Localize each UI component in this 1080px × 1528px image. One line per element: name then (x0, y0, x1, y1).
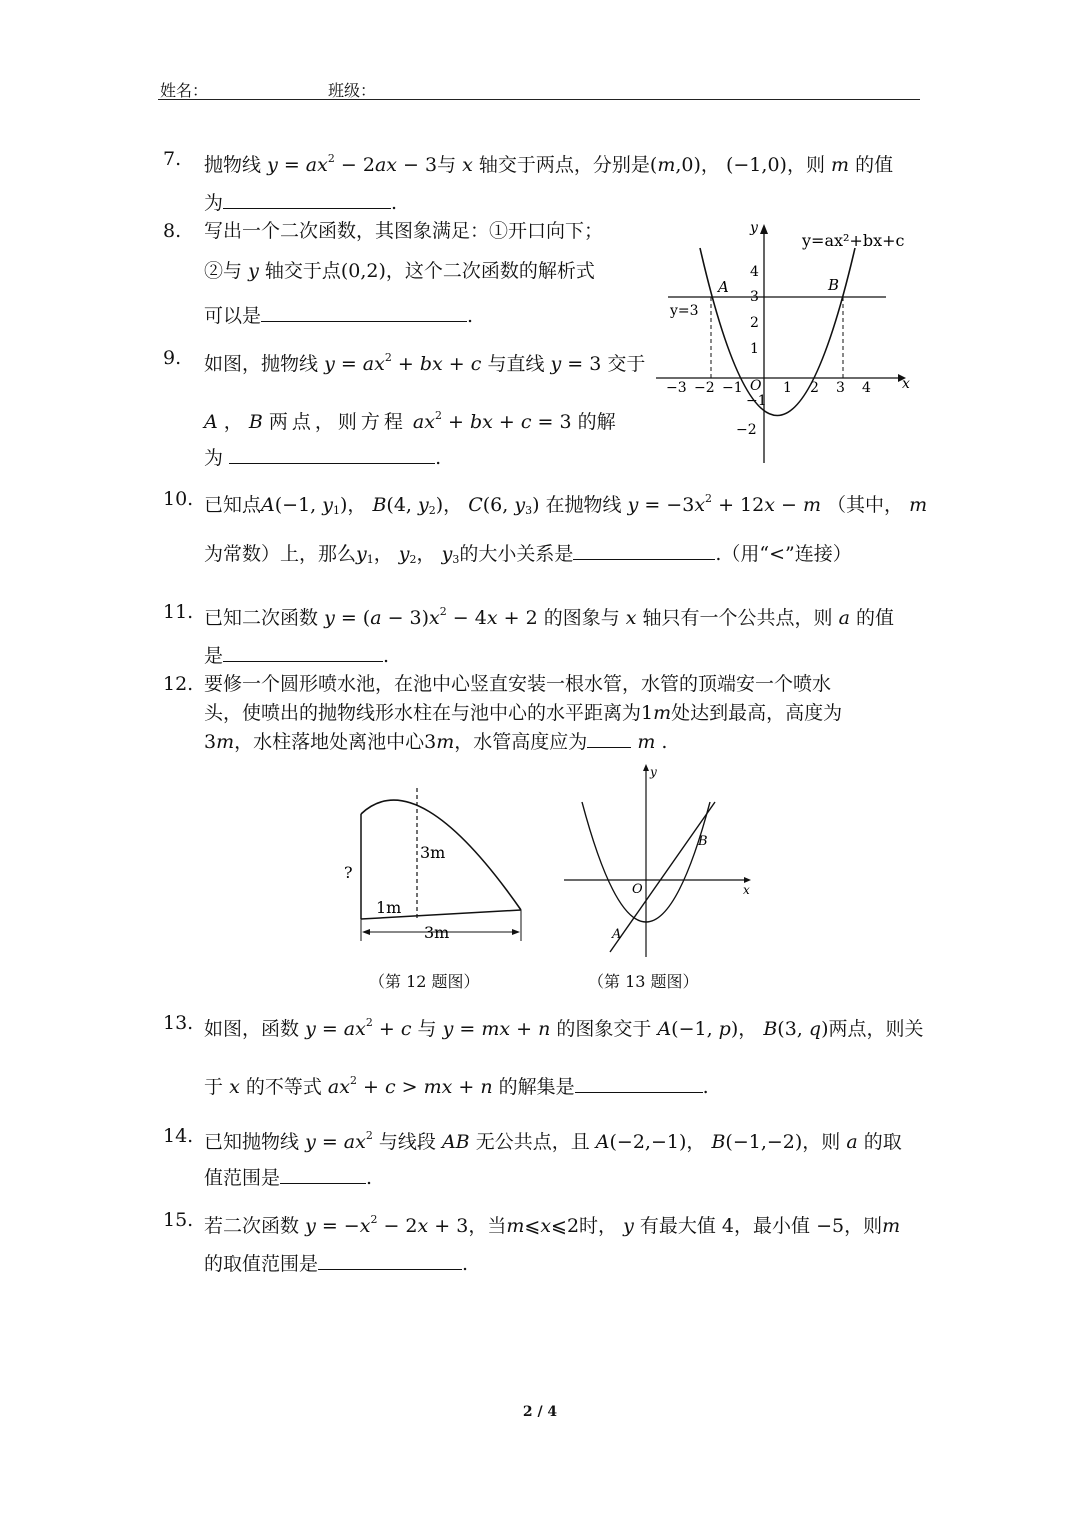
distance-label: 1m (376, 898, 402, 917)
q9-answer-blank[interactable] (229, 447, 435, 464)
y-tick-label: 3 (750, 289, 759, 305)
y-axis-arrow-icon (643, 764, 649, 771)
x-axis-label: x (902, 376, 910, 392)
q10-line2: 为常数）上，那么$y_1$， $y_2$， $y_3$的大小关系是 .（用“<”连接） (204, 543, 852, 566)
q7-line1: 抛物线 $y = ax^2 - 2ax - 3$与 x 轴交于两点，分别是(m,0)， (−1,0)，则 m 的值 (204, 152, 894, 176)
q8-answer-blank[interactable] (261, 305, 467, 322)
q13-answer-blank[interactable] (575, 1076, 703, 1093)
line-label: y=3 (670, 303, 699, 319)
x-tick-label: 3 (836, 380, 845, 396)
y-tick-label: 2 (750, 315, 759, 331)
x-axis-label: x (743, 883, 750, 897)
y-axis-label: y (650, 765, 657, 779)
x-tick-label: −3 (666, 380, 687, 396)
q13-line2: 于 x 的不等式 $ax^2 + c$ > mx + n 的解集是 . (204, 1074, 709, 1098)
header-rule (158, 99, 920, 100)
q12-line3: 3m，水柱落地处离池中心3m，水管高度应为 m . (204, 731, 668, 753)
point-b-label: B (698, 834, 708, 849)
q14-answer-blank[interactable] (280, 1167, 366, 1184)
q11-line2: 是 . (204, 645, 390, 667)
q8-line1: 写出一个二次函数，其图象满足：①开口向下； (204, 220, 604, 242)
q14-number: 14. (163, 1125, 194, 1147)
name-label: 姓名： (160, 81, 209, 100)
q8-line3: 可以是 . (204, 305, 474, 327)
q12-line1: 要修一个圆形喷水池，在池中心竖直安装一根水管，水管的顶端安一个喷水 (204, 673, 832, 695)
fig12-caption: （第 12 题图） (369, 972, 480, 991)
y-tick-label: −1 (746, 393, 767, 409)
y-axis-label: y (750, 220, 758, 236)
q11-line1: 已知二次函数 $y = (a - 3)x^2 - 4x + 2$ 的图象与 x 轴只有一个公共点，则 a 的值 (204, 605, 894, 629)
q7-line2: 为 . (204, 192, 398, 214)
point-a-label: A (612, 927, 622, 942)
q9-line1: 如图，抛物线 $y = ax^2$ + bx + c 与直线 y = 3 交于 (204, 351, 646, 375)
q12-answer-blank[interactable] (587, 731, 631, 748)
q12-fountain-figure (340, 776, 540, 946)
q8-number: 8. (163, 220, 182, 242)
x-tick-label: 1 (783, 380, 792, 396)
q14-line1: 已知抛物线 $y = ax^2$ 与线段 AB 无公共点，且 A(−2,−1)， B(−1,−2)，则 a 的取 (204, 1129, 902, 1153)
q7-number: 7. (163, 148, 182, 170)
q10-answer-blank[interactable] (573, 543, 715, 560)
x-tick-label: −2 (694, 380, 715, 396)
point-b-label: B (828, 276, 840, 294)
y-tick-label: 1 (750, 341, 759, 357)
y-tick-label: −2 (736, 422, 757, 438)
y-tick-label: 4 (750, 264, 759, 280)
q11-number: 11. (163, 601, 194, 623)
q15-answer-blank[interactable] (318, 1253, 462, 1270)
q15-line1: 若二次函数 $y = -x^2 - 2x + 3$，当m⩽x⩽2时， y 有最大值 4，最小值 −5，则m (204, 1213, 901, 1237)
q9-number: 9. (163, 347, 182, 369)
point-a-label: A (718, 278, 729, 296)
arrow-left-icon (362, 929, 370, 935)
q9-line3: 为 . (204, 447, 442, 469)
q9-parabola-figure (650, 218, 925, 470)
q11-answer-blank[interactable] (223, 645, 383, 662)
x-tick-label: −1 (722, 380, 743, 396)
x-tick-label: 2 (810, 380, 819, 396)
origin-label: O (632, 882, 643, 897)
q12-number: 12. (163, 673, 194, 695)
q15-number: 15. (163, 1209, 194, 1231)
width-label: 3m (424, 923, 450, 942)
curve-label: y=ax²+bx+c (802, 231, 905, 250)
q13-number: 13. (163, 1012, 194, 1034)
q10-number: 10. (163, 488, 194, 510)
x-tick-label: 4 (862, 380, 871, 396)
q13-graph-figure (560, 762, 760, 960)
unknown-label: ? (344, 863, 353, 882)
q13-line1: 如图，函数 $y = ax^2 + c$ 与 y = mx + n 的图象交于 A(−1, p)， B(3, q)两点，则关 (204, 1016, 924, 1040)
origin-label: O (750, 378, 762, 394)
q10-line1: 已知点A(−1, $y_1$)， B(4, $y_2$)， C(6, $y_3$) 在抛物线 $y = -3x^2 + 12x - m$ （其中， m (204, 492, 928, 517)
q8-line2: ②与 y 轴交于点(0,2)，这个二次函数的解析式 (204, 260, 595, 282)
arrow-right-icon (512, 929, 520, 935)
straight-line (610, 802, 715, 952)
page-number: 2 / 4 (522, 1404, 558, 1420)
q7-answer-blank[interactable] (223, 192, 391, 209)
q9-line2: A ， B 两点，则方程 $ax^2$ + bx + c = 3 的解 (204, 409, 616, 433)
q14-line2: 值范围是 . (204, 1167, 373, 1189)
q15-line2: 的取值范围是 . (204, 1253, 469, 1275)
q12-line2: 头，使喷出的抛物线形水柱在与池中心的水平距离为1m处达到最高，高度为 (204, 702, 843, 724)
y-axis-arrow-icon (760, 224, 768, 234)
class-label: 班级： (328, 81, 377, 100)
height-label: 3m (420, 843, 446, 862)
fig13-caption: （第 13 题图） (588, 972, 699, 991)
